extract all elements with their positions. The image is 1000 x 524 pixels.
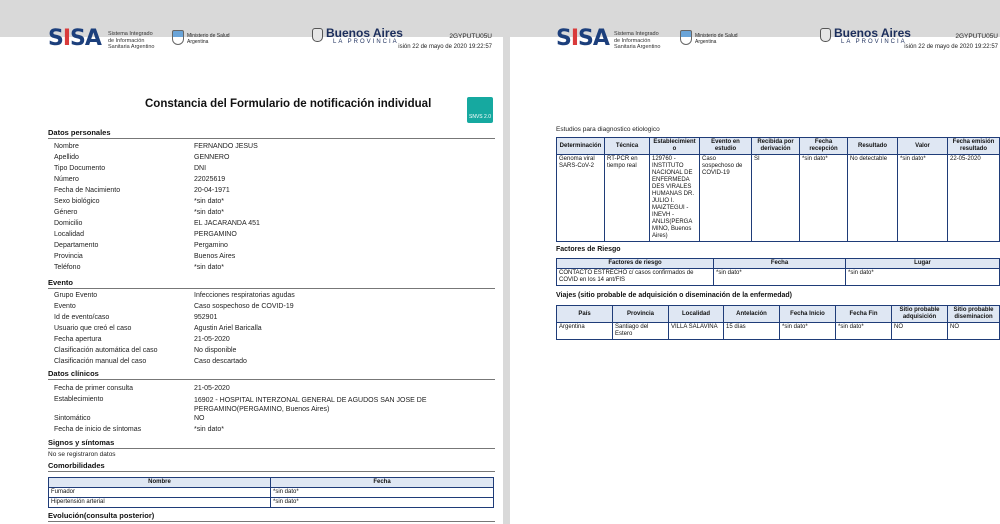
table-cell: *sin dato* — [271, 488, 494, 498]
field-value: 21-05-2020 — [194, 336, 230, 343]
table-header-row — [557, 138, 1000, 155]
table-header-row — [557, 259, 1000, 269]
column-header: Fecha Fin — [836, 306, 892, 323]
field-value: FERNANDO JESUS — [194, 143, 258, 150]
field-value: EL JACARANDA 451 — [194, 220, 260, 227]
section-datos-personales: Datos personales — [48, 128, 495, 139]
column-header: Fecha Inicio — [780, 306, 836, 323]
emission-date: isión 22 de mayo de 2020 19:22:57 — [904, 44, 998, 50]
table-cell: Argentina — [557, 323, 613, 340]
field-label: Fecha de Nacimiento — [54, 187, 121, 194]
table-cell: *sin dato* — [800, 155, 848, 242]
column-header: Antelación — [724, 306, 780, 323]
document-id: 2GYPUTU05U — [955, 33, 998, 40]
ministry-label: Ministerio de Salud Argentina — [695, 33, 738, 45]
column-header: Técnica — [605, 138, 650, 155]
field-value: GENNERO — [194, 154, 230, 161]
estudios-heading: Estudios para diagnostico etiologico — [556, 126, 660, 133]
field-label: Grupo Evento — [54, 292, 98, 299]
sisa-subtitle: Sistema Integrado de Información Sanitaria Argentino — [108, 31, 155, 50]
table-cell: *sin dato* — [836, 323, 892, 340]
viajes-table — [556, 305, 1000, 340]
column-header: Establecimient o — [650, 138, 700, 155]
emission-date: isión 22 de mayo de 2020 19:22:57 — [398, 44, 492, 50]
table-cell: *sin dato* — [271, 498, 494, 508]
field-value: 20-04-1971 — [194, 187, 230, 194]
field-value: *sin dato* — [194, 198, 224, 205]
column-header: Localidad — [669, 306, 724, 323]
column-header: Evento en estudio — [700, 138, 752, 155]
column-header: Fecha — [271, 478, 494, 488]
field-label: Evento — [54, 303, 76, 310]
table-row — [49, 498, 494, 508]
field-label: Apellido — [54, 154, 79, 161]
comorbilidades-table — [48, 477, 494, 508]
table-row — [557, 269, 1000, 286]
field-label: Sintomático — [54, 415, 91, 422]
field-label: Provincia — [54, 253, 83, 260]
page-title: Constancia del Formulario de notificación individual — [145, 98, 432, 110]
ministry-label: Ministerio de Salud Argentina — [187, 33, 230, 45]
column-header: Resultado — [848, 138, 898, 155]
buenos-aires-subtitle: LA PROVINCIA — [333, 39, 399, 45]
column-header: Fecha emisión resultado — [948, 138, 1000, 155]
buenos-aires-title: Buenos Aires — [326, 26, 403, 40]
table-cell: Genoma viral SARS-CoV-2 — [557, 155, 605, 242]
table-cell: 22-05-2020 — [948, 155, 1000, 242]
table-cell: NO — [892, 323, 948, 340]
column-header: Fecha — [714, 259, 846, 269]
table-cell: 129760 - INSTITUTO NACIONAL DE ENFERMEDA DES VIRALES HUMANAS DR. JULIO I. MAIZTEGUI - INEVH - ANLIS(PERGA MINO, Buenos Aires) — [650, 155, 700, 242]
field-value: Infecciones respiratorias agudas — [194, 292, 295, 299]
field-value: *sin dato* — [194, 264, 224, 271]
table-row — [49, 488, 494, 498]
field-value: 16902 - HOSPITAL INTERZONAL GENERAL DE AGUDOS SAN JOSE DE PERGAMINO(PERGAMINO, Buenos Aires) — [194, 397, 427, 413]
field-value: NO — [194, 415, 205, 422]
factores-heading: Factores de Riesgo — [556, 246, 621, 253]
field-value: DNI — [194, 165, 207, 172]
table-row — [557, 155, 1000, 242]
section-comorbilidades: Comorbilidades — [48, 461, 495, 472]
column-header: Recibida por derivación — [752, 138, 800, 155]
argentina-shield-icon — [680, 30, 692, 45]
field-value: Agustin Ariel Baricalla — [194, 325, 262, 332]
column-header: Sitio probable adquisición — [892, 306, 948, 323]
buenos-aires-subtitle: LA PROVINCIA — [841, 39, 907, 45]
field-label: Clasificación manual del caso — [54, 358, 147, 365]
field-label: Id de evento/caso — [54, 314, 110, 321]
table-cell: SI — [752, 155, 800, 242]
field-label: Tipo Documento — [54, 165, 106, 172]
buenos-aires-title: Buenos Aires — [834, 26, 911, 40]
table-cell: No detectable — [848, 155, 898, 242]
field-value: *sin dato* — [194, 209, 224, 216]
table-cell: RT-PCR en tiempo real — [605, 155, 650, 242]
field-value: 952901 — [194, 314, 218, 321]
buenos-aires-shield-icon — [820, 28, 831, 42]
table-row — [557, 323, 1000, 340]
table-header-row — [49, 478, 494, 488]
field-label: Sexo biológico — [54, 198, 100, 205]
field-label: Fecha de primer consulta — [54, 385, 133, 392]
table-cell: VILLA SALAVINA — [669, 323, 724, 340]
table-header-row — [557, 306, 1000, 323]
column-header: Determinación — [557, 138, 605, 155]
sisa-logo: SISA — [48, 26, 101, 51]
field-label: Departamento — [54, 242, 99, 249]
table-cell: *sin dato* — [714, 269, 846, 286]
column-header: Factores de riesgo — [557, 259, 714, 269]
field-value: *sin dato* — [194, 426, 224, 433]
section-evento: Evento — [48, 278, 495, 289]
field-label: Establecimiento — [54, 396, 104, 403]
field-label: Género — [54, 209, 78, 216]
section-datos-clinicos: Datos clínicos — [48, 369, 495, 380]
viajes-heading: Viajes (sitio probable de adquisición o diseminación de la enfermedad) — [556, 292, 792, 299]
argentina-shield-icon — [172, 30, 184, 45]
field-label: Localidad — [54, 231, 84, 238]
signos-text: No se registraron datos — [48, 451, 116, 458]
field-label: Teléfono — [54, 264, 81, 271]
section-evolucion: Evolución(consulta posterior) — [48, 511, 495, 522]
section-signos-sintomas: Signos y síntomas — [48, 438, 495, 449]
field-label: Nombre — [54, 143, 79, 150]
field-value: Caso descartado — [194, 358, 247, 365]
column-header: Nombre — [49, 478, 271, 488]
field-value: No disponible — [194, 347, 237, 354]
field-label: Fecha apertura — [54, 336, 102, 343]
table-cell: *sin dato* — [898, 155, 948, 242]
factores-table — [556, 258, 1000, 286]
column-header: Valor — [898, 138, 948, 155]
snvs-badge: SNVS 2.0 — [467, 97, 493, 123]
field-value: Buenos Aires — [194, 253, 236, 260]
field-value: Pergamino — [194, 242, 228, 249]
field-value: 21-05-2020 — [194, 385, 230, 392]
column-header: Sitio probable diseminacion — [948, 306, 1000, 323]
document-id: 2GYPUTU05U — [449, 33, 492, 40]
table-cell: CONTACTO ESTRECHO c/ casos confirmados de COVID en los 14 ant/FIS — [557, 269, 714, 286]
column-header: Provincia — [613, 306, 669, 323]
field-label: Usuario que creó el caso — [54, 325, 132, 332]
estudios-table — [556, 137, 1000, 242]
field-value: Caso sospechoso de COVID-19 — [194, 303, 294, 310]
column-header: Fecha recepción — [800, 138, 848, 155]
table-cell: *sin dato* — [780, 323, 836, 340]
field-label: Número — [54, 176, 79, 183]
sisa-subtitle: Sistema Integrado de Información Sanitaria Argentino — [614, 31, 661, 50]
table-cell: Fumador — [49, 488, 271, 498]
field-value: PERGAMINO — [194, 231, 237, 238]
field-label: Fecha de inicio de síntomas — [54, 426, 142, 433]
table-cell: NO — [948, 323, 1000, 340]
field-label: Clasificación automática del caso — [54, 347, 158, 354]
table-cell: Santiago del Estero — [613, 323, 669, 340]
sisa-logo: SISA — [556, 26, 609, 51]
buenos-aires-shield-icon — [312, 28, 323, 42]
column-header: País — [557, 306, 613, 323]
table-cell: *sin dato* — [846, 269, 1000, 286]
table-cell: Caso sospechoso de COVID-19 — [700, 155, 752, 242]
field-value: 22025619 — [194, 176, 226, 183]
field-label: Domicilio — [54, 220, 83, 227]
table-cell: 15 días — [724, 323, 780, 340]
table-cell: Hipertensión arterial — [49, 498, 271, 508]
column-header: Lugar — [846, 259, 1000, 269]
